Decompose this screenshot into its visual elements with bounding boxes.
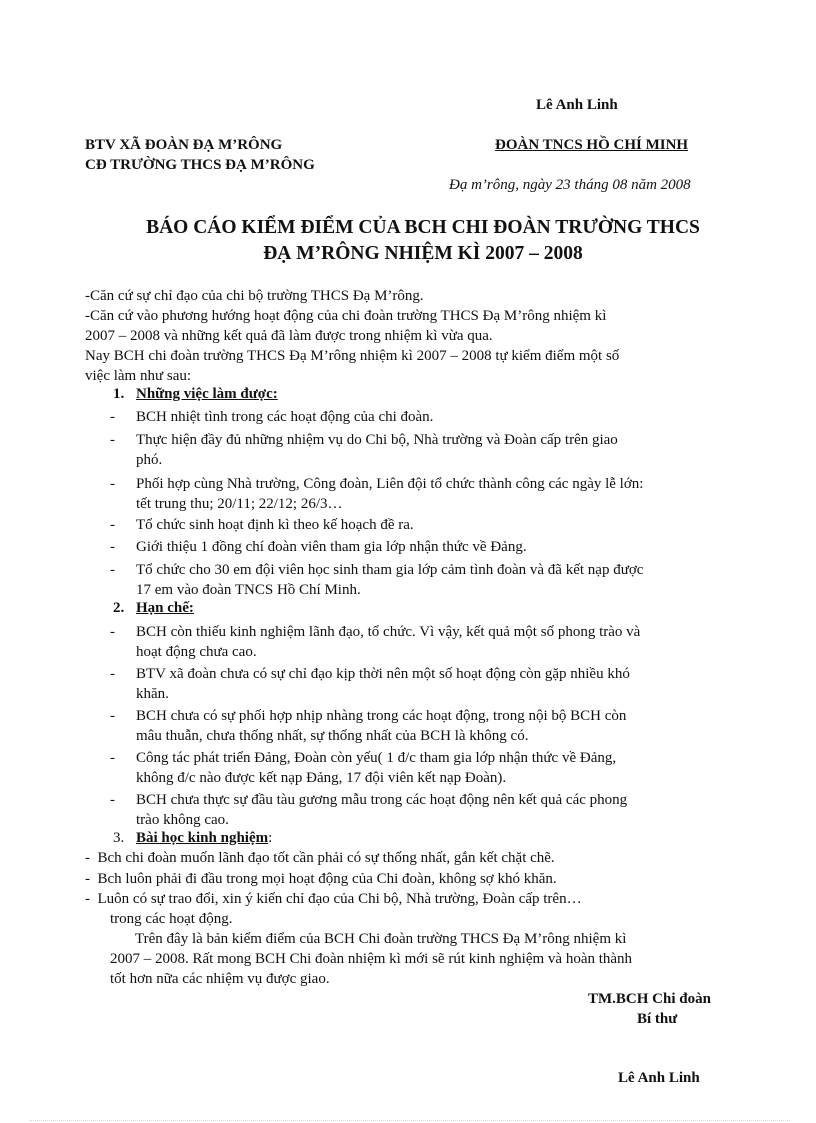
section3-colon: : xyxy=(268,830,273,846)
conclusion-line2: 2007 – 2008. Rất mong BCH Chi đoàn nhiệm kì mới sẽ rút kinh nghiệm và hoàn thành xyxy=(110,951,633,967)
intro-p3-line1: Nay BCH chi đoàn trường THCS Đạ M’rông nhiệm kì 2007 – 2008 tự kiểm điểm một số xyxy=(85,348,620,364)
dash-marker: - xyxy=(110,562,115,578)
page-title-line1: BÁO CÁO KIỂM ĐIỂM CỦA BCH CHI ĐOÀN TRƯỜNG THCS xyxy=(146,217,700,238)
section2-item-4: - Công tác phát triển Đảng, Đoàn còn yếu( 1 đ/c tham gia lớp nhận thức về Đảng, không đ/c nào được kết nạp Đảng, 17 đội viên kết nạp Đoàn). xyxy=(110,750,617,786)
section2-item-3: - BCH chưa có sự phối hợp nhịp nhàng trong các hoạt động, trong nội bộ BCH còn mâu thuẫn, chưa thống nhất, sự thống nhất của BCH là không có. xyxy=(110,708,627,744)
dash-marker: - xyxy=(110,517,115,533)
signature-org: TM.BCH Chi đoàn xyxy=(588,991,711,1007)
intro-p3-line2: việc làm như sau: xyxy=(85,368,192,384)
dash-marker: - xyxy=(85,850,90,866)
section1-item-6: - Tổ chức cho 30 em đội viên học sinh tham gia lớp cảm tình đoàn và đã kết nạp được 17 em vào đoàn TNCS Hồ Chí Minh. xyxy=(110,562,644,598)
signature-name: Lê Anh Linh xyxy=(618,1070,700,1086)
dash-marker: - xyxy=(110,409,115,425)
section1-item-1: - BCH nhiệt tình trong các hoạt động của chi đoàn. xyxy=(110,409,434,425)
dash-marker: - xyxy=(110,750,115,766)
signature-role: Bí thư xyxy=(637,1011,678,1027)
section2-item-1: - BCH còn thiếu kinh nghiệm lãnh đạo, tổ chức. Vì vậy, kết quả một số phong trào và hoạt động chưa cao. xyxy=(110,624,641,660)
dash-marker: - xyxy=(110,624,115,640)
intro-p2-line2: 2007 – 2008 và những kết quả đã làm được trong nhiệm kì vừa qua. xyxy=(85,328,493,344)
org-left-line2: CĐ TRƯỜNG THCS ĐẠ M’RÔNG xyxy=(85,157,315,173)
dash-marker: - xyxy=(110,666,115,682)
intro-p2-line1: -Căn cứ vào phương hướng hoạt động của chi đoàn trường THCS Đạ M’rông nhiệm kì xyxy=(85,308,607,324)
section1-item-3: - Phối hợp cùng Nhà trường, Công đoàn, Liên đội tổ chức thành công các ngày lễ lớn: tết trung thu; 20/11; 22/12; 26/3… xyxy=(110,476,644,512)
section1-number: 1. xyxy=(113,386,125,402)
dash-marker: - xyxy=(110,432,115,448)
conclusion-line1: Trên đây là bản kiểm điểm của BCH Chi đoàn trường THCS Đạ M’rông nhiệm kì xyxy=(135,931,627,947)
intro-p1: -Căn cứ sự chỉ đạo của chi bộ trường THCS Đạ M’rông. xyxy=(85,288,424,304)
dash-marker: - xyxy=(85,891,90,907)
section3-heading-wrap xyxy=(136,830,272,847)
section1-heading: Những việc làm được: xyxy=(136,386,278,402)
section2-heading: Hạn chế: xyxy=(136,600,194,616)
section3-item-1: - Bch chi đoàn muốn lãnh đạo tốt cần phải có sự thống nhất, gắn kết chặt chẽ. xyxy=(85,850,555,866)
page-title-line2: ĐẠ M’RÔNG NHIỆM KÌ 2007 – 2008 xyxy=(263,243,583,264)
section1-item-2: - Thực hiện đầy đủ những nhiệm vụ do Chi bộ, Nhà trường và Đoàn cấp trên giao phó. xyxy=(110,432,618,468)
org-right: ĐOÀN TNCS HỒ CHÍ MINH xyxy=(495,137,689,153)
section2-number: 2. xyxy=(113,600,125,616)
dash-marker: - xyxy=(110,539,115,555)
date-line: Đạ m’rông, ngày 23 tháng 08 năm 2008 xyxy=(449,177,691,193)
section3-number: 3. xyxy=(113,830,125,846)
section3-item-3: - Luôn có sự trao đổi, xin ý kiến chỉ đạo của Chi bộ, Nhà trường, Đoàn cấp trên… xyxy=(85,891,582,907)
section1-item-4: - Tổ chức sinh hoạt định kì theo kế hoạch đề ra. xyxy=(110,517,414,533)
section2-item-2: - BTV xã đoàn chưa có sự chỉ đạo kịp thời nên một số hoạt động còn gặp nhiều khó khăn. xyxy=(110,666,630,702)
dash-marker: - xyxy=(85,871,90,887)
dash-marker: - xyxy=(110,476,115,492)
author-name-top: Lê Anh Linh xyxy=(536,97,618,113)
conclusion-line3: tốt hơn nữa các nhiệm vụ được giao. xyxy=(110,971,330,987)
section3-heading: Bài học kinh nghiệm xyxy=(136,830,269,846)
org-left-line1: BTV XÃ ĐOÀN ĐẠ M’RÔNG xyxy=(85,137,283,153)
page-bottom-divider xyxy=(30,1120,790,1121)
dash-marker: - xyxy=(110,708,115,724)
section3-item-2: - Bch luôn phải đi đầu trong mọi hoạt động của Chi đoàn, không sợ khó khăn. xyxy=(85,871,557,887)
section1-item-5: - Giới thiệu 1 đồng chí đoàn viên tham gia lớp nhận thức về Đảng. xyxy=(110,539,527,555)
section2-item-5: - BCH chưa thực sự đầu tàu gương mẫu trong các hoạt động nên kết quả các phong trào không cao. xyxy=(110,792,628,828)
section3-tail: trong các hoạt động. xyxy=(110,911,233,927)
dash-marker: - xyxy=(110,792,115,808)
